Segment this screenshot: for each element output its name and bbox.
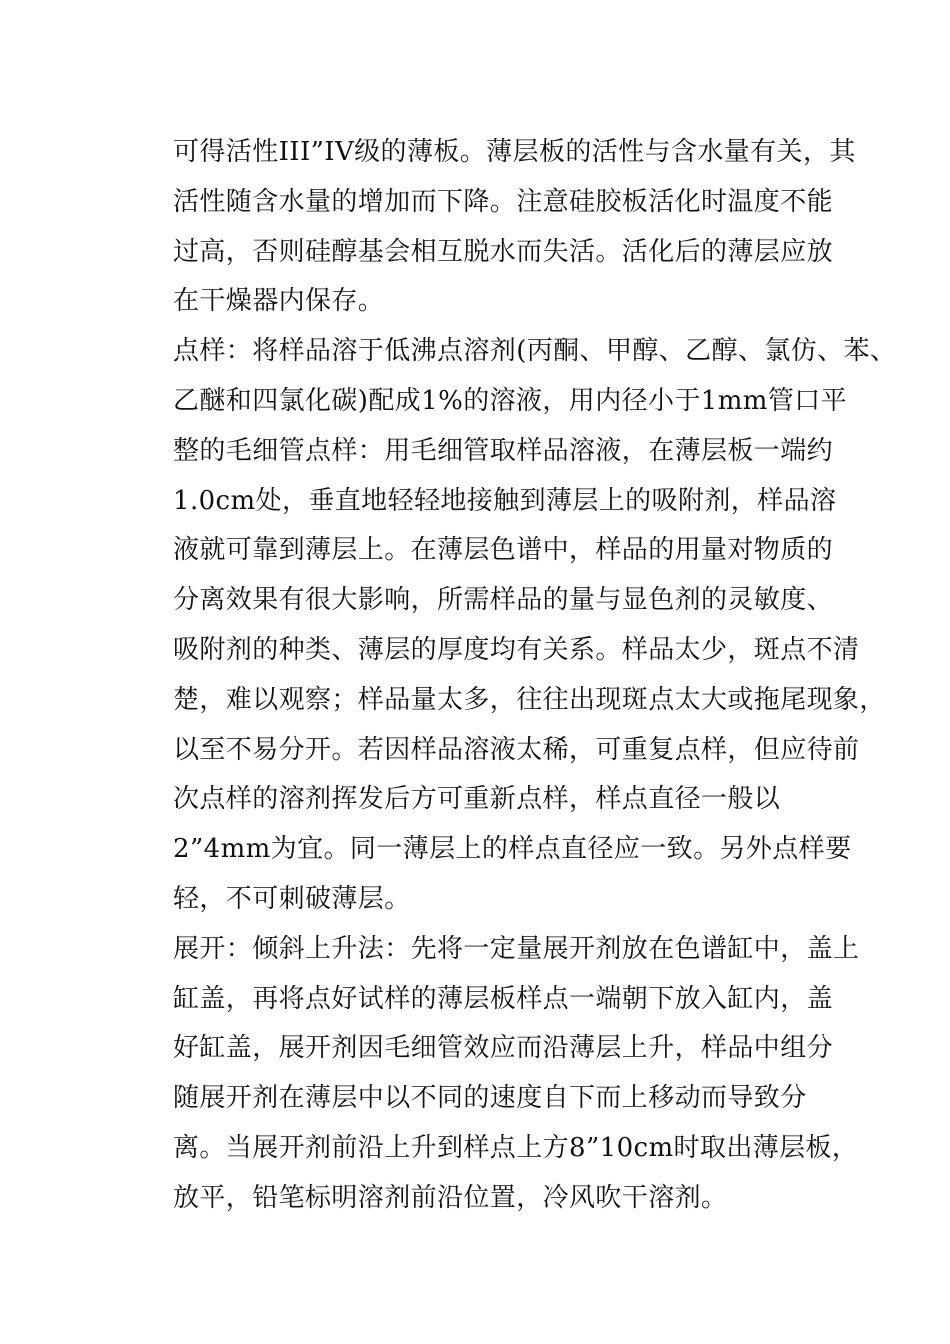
text-line: 放平，铅笔标明溶剂前沿位置，冷风吹干溶剂。: [173, 1182, 728, 1213]
text-line: 可得活性III”IV级的薄板。薄层板的活性与含水量有关，其: [173, 137, 856, 167]
text-line: 次点样的溶剂挥发后方可重新点样，样点直径一般以: [173, 784, 781, 815]
text-line: 乙醚和四氯化碳)配成1%的溶液，用内径小于1mm管口平: [173, 385, 848, 416]
text-line: 吸附剂的种类、薄层的厚度均有关系。样品太少，斑点不清: [173, 634, 860, 665]
text-line: 好缸盖，展开剂因毛细管效应而沿薄层上升，样品中组分: [173, 1033, 834, 1064]
text-line: 过高，否则硅醇基会相互脱水而失活。活化后的薄层应放: [173, 236, 834, 267]
text-line: 点样：将样品溶于低沸点溶剂(丙酮、甲醇、乙醇、氯仿、苯、: [173, 336, 897, 367]
text-line: 分离效果有很大影响，所需样品的量与显色剂的灵敏度、: [173, 585, 834, 616]
text-line: 整的毛细管点样：用毛细管取样品溶液，在薄层板一端约: [173, 435, 834, 466]
text-line: 2”4mm为宜。同一薄层上的样点直径应一致。另外点样要: [173, 834, 852, 865]
body-text: [173, 128, 897, 1224]
text-line: 随展开剂在薄层中以不同的速度自下而上移动而导致分: [173, 1083, 807, 1114]
text-line: 1.0cm处，垂直地轻轻地接触到薄层上的吸附剂，样品溶: [173, 485, 837, 516]
text-line: 缸盖，再将点好试样的薄层板样点一端朝下放入缸内，盖: [173, 983, 834, 1014]
text-line: 在干燥器内保存。: [173, 286, 385, 317]
text-line: 轻，不可刺破薄层。: [173, 883, 411, 914]
text-line: 以至不易分开。若因样品溶液太稀，可重复点样，但应待前: [173, 734, 860, 765]
text-line: 楚，难以观察；样品量太多，往往出现斑点太大或拖尾现象，: [173, 684, 886, 715]
text-line: 展开：倾斜上升法：先将一定量展开剂放在色谱缸中，盖上: [173, 933, 860, 964]
text-line: 活性随含水量的增加而下降。注意硅胶板活化时温度不能: [173, 186, 834, 217]
text-line: 液就可靠到薄层上。在薄层色谱中，样品的用量对物质的: [173, 535, 834, 566]
text-line: 离。当展开剂前沿上升到样点上方8”10cm时取出薄层板，: [173, 1132, 859, 1163]
